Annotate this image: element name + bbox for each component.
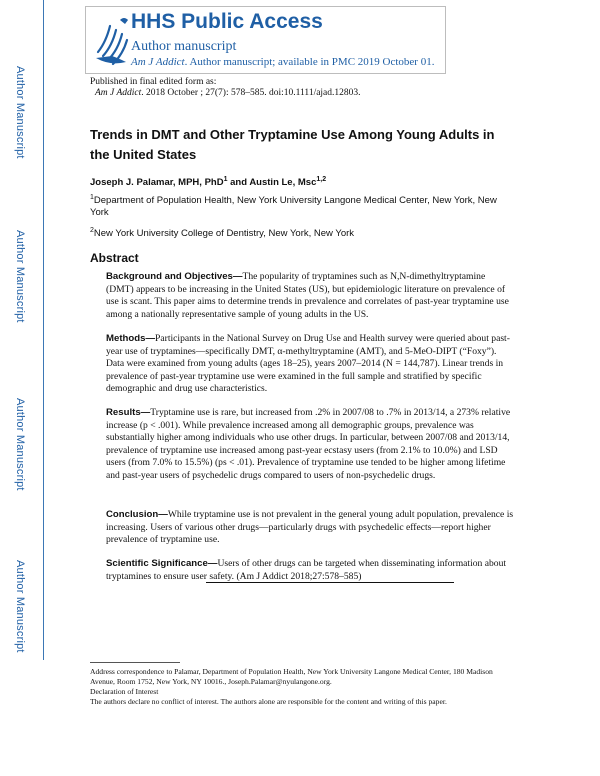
affiliation-text: New York University College of Dentistry, New York, New York (93, 228, 355, 240)
margin-label-author-manuscript: Author Manuscript (14, 398, 26, 491)
hhs-title: HHS Public Access (131, 10, 323, 33)
citation-details: . 2018 October ; 27(7): 578–585. doi:10.1111/ajad.12803. (141, 88, 361, 98)
margin-label-author-manuscript: Author Manuscript (14, 560, 26, 653)
section-text: The popularity of tryptamines such as N,N-dimethyltryptamine (DMT) appears to be increasing in the United States (US), but epidemiologic literature on prevalence of use is scant. This paper aims to determine trends in prevalence and correlates of past-year tryptamine use among a nationally representative sample of young adults in the US. (106, 271, 509, 320)
availability-text: . Author manuscript; available in PMC 2019 October 01. (184, 56, 435, 68)
citation-journal: Am J Addict (95, 88, 142, 98)
author-affiliation-mark: 1,2 (316, 176, 327, 183)
abstract-background (106, 271, 514, 321)
margin-label-author-manuscript: Author Manuscript (14, 230, 26, 323)
abstract-conclusion (106, 509, 514, 547)
abstract-results (106, 407, 514, 483)
affiliation-text: Department of Population Health, New York University Langone Medical Center, New York, New York (90, 195, 497, 219)
abstract-methods (106, 333, 514, 396)
hhs-journal-line (131, 56, 434, 68)
author-affiliation-mark: 1 (223, 176, 228, 183)
abstract-heading: Abstract (90, 251, 139, 265)
margin-label-author-manuscript: Author Manuscript (14, 66, 26, 159)
section-lead: Conclusion— (106, 509, 168, 520)
author-list (90, 176, 326, 188)
section-lead: Scientific Significance— (106, 558, 218, 569)
section-text: Tryptamine use is rare, but increased from .2% in 2007/08 to .7% in 2013/14, a 273% relative increase (p < .001). While prevalence increased among all demographic groups, prevalence was substantially higher among individuals who use other drugs. In particular, between 2007/08 and 2013/14, prevalence of tryptamine use increased among past-year ecstasy users (from 2.1% to 10.0%) and LSD users (from 7.0% to 15.5%) (ps < .01). Prevalence of tryptamine use tended to be higher among lifetime and past-year users of psychedelic drugs compared to users of non-psychedelic drugs. (106, 407, 511, 481)
author-conjunction: and (227, 177, 250, 189)
author-name: Joseph J. Palamar, MPH, PhD (90, 177, 224, 189)
declaration-text: The authors declare no conflict of interest. The authors alone are responsible for the content and writing of this paper. (90, 697, 447, 706)
section-lead: Methods— (106, 333, 156, 344)
hhs-subtitle: Author manuscript (131, 39, 237, 54)
section-text: Users of other drugs can be targeted when disseminating information about tryptamines to ensure user safety. (Am J Addict 2018;27:578–585) (106, 558, 507, 582)
affiliation (90, 225, 510, 240)
affiliation-mark: 1 (90, 194, 94, 201)
section-text: While tryptamine use is not prevalent in the general young adult population, prevalence is increasing. Users of various other drugs—particularly drugs with psychedelic effects—report higher prevalence of tryptamine use. (106, 509, 514, 546)
margin-rule (43, 0, 44, 660)
footnote-rule (90, 662, 180, 663)
citation-line (95, 88, 361, 98)
section-lead: Results— (106, 407, 151, 418)
section-text: Participants in the National Survey on Drug Use and Health survey were queried about past-year use of tryptamines—specifically DMT, α-methyltryptamine (AMT), and 5-MeO-DIPT (“Foxy”). Data were examined from young adults (ages 18–25), years 2007–2014 (N = 144,787). Linear trends in prevalence of past-year tryptamine use were examined in the full sample and stratified by specific demographic and drug use characteristics. (106, 333, 510, 395)
article-title: Trends in DMT and Other Tryptamine Use Among Young Adults in the United States (90, 127, 495, 162)
citation-underline (206, 582, 454, 583)
author-name: Austin Le, Msc (249, 177, 317, 189)
correspondence-footnote: Address correspondence to Palamar, Department of Population Health, New York University Langone Medical Center, 180 Madison Avenue, Room 1752, New York, NY 10016., Joseph.Palamar@nyulangone.org. (90, 667, 493, 686)
declaration-heading: Declaration of Interest (90, 687, 159, 696)
published-as-label: Published in final edited form as: (90, 77, 217, 87)
section-lead: Background and Objectives— (106, 271, 243, 282)
affiliation (90, 192, 510, 219)
affiliation-mark: 2 (90, 227, 94, 234)
journal-name: Am J Addict (131, 56, 185, 68)
abstract-significance (106, 558, 514, 583)
